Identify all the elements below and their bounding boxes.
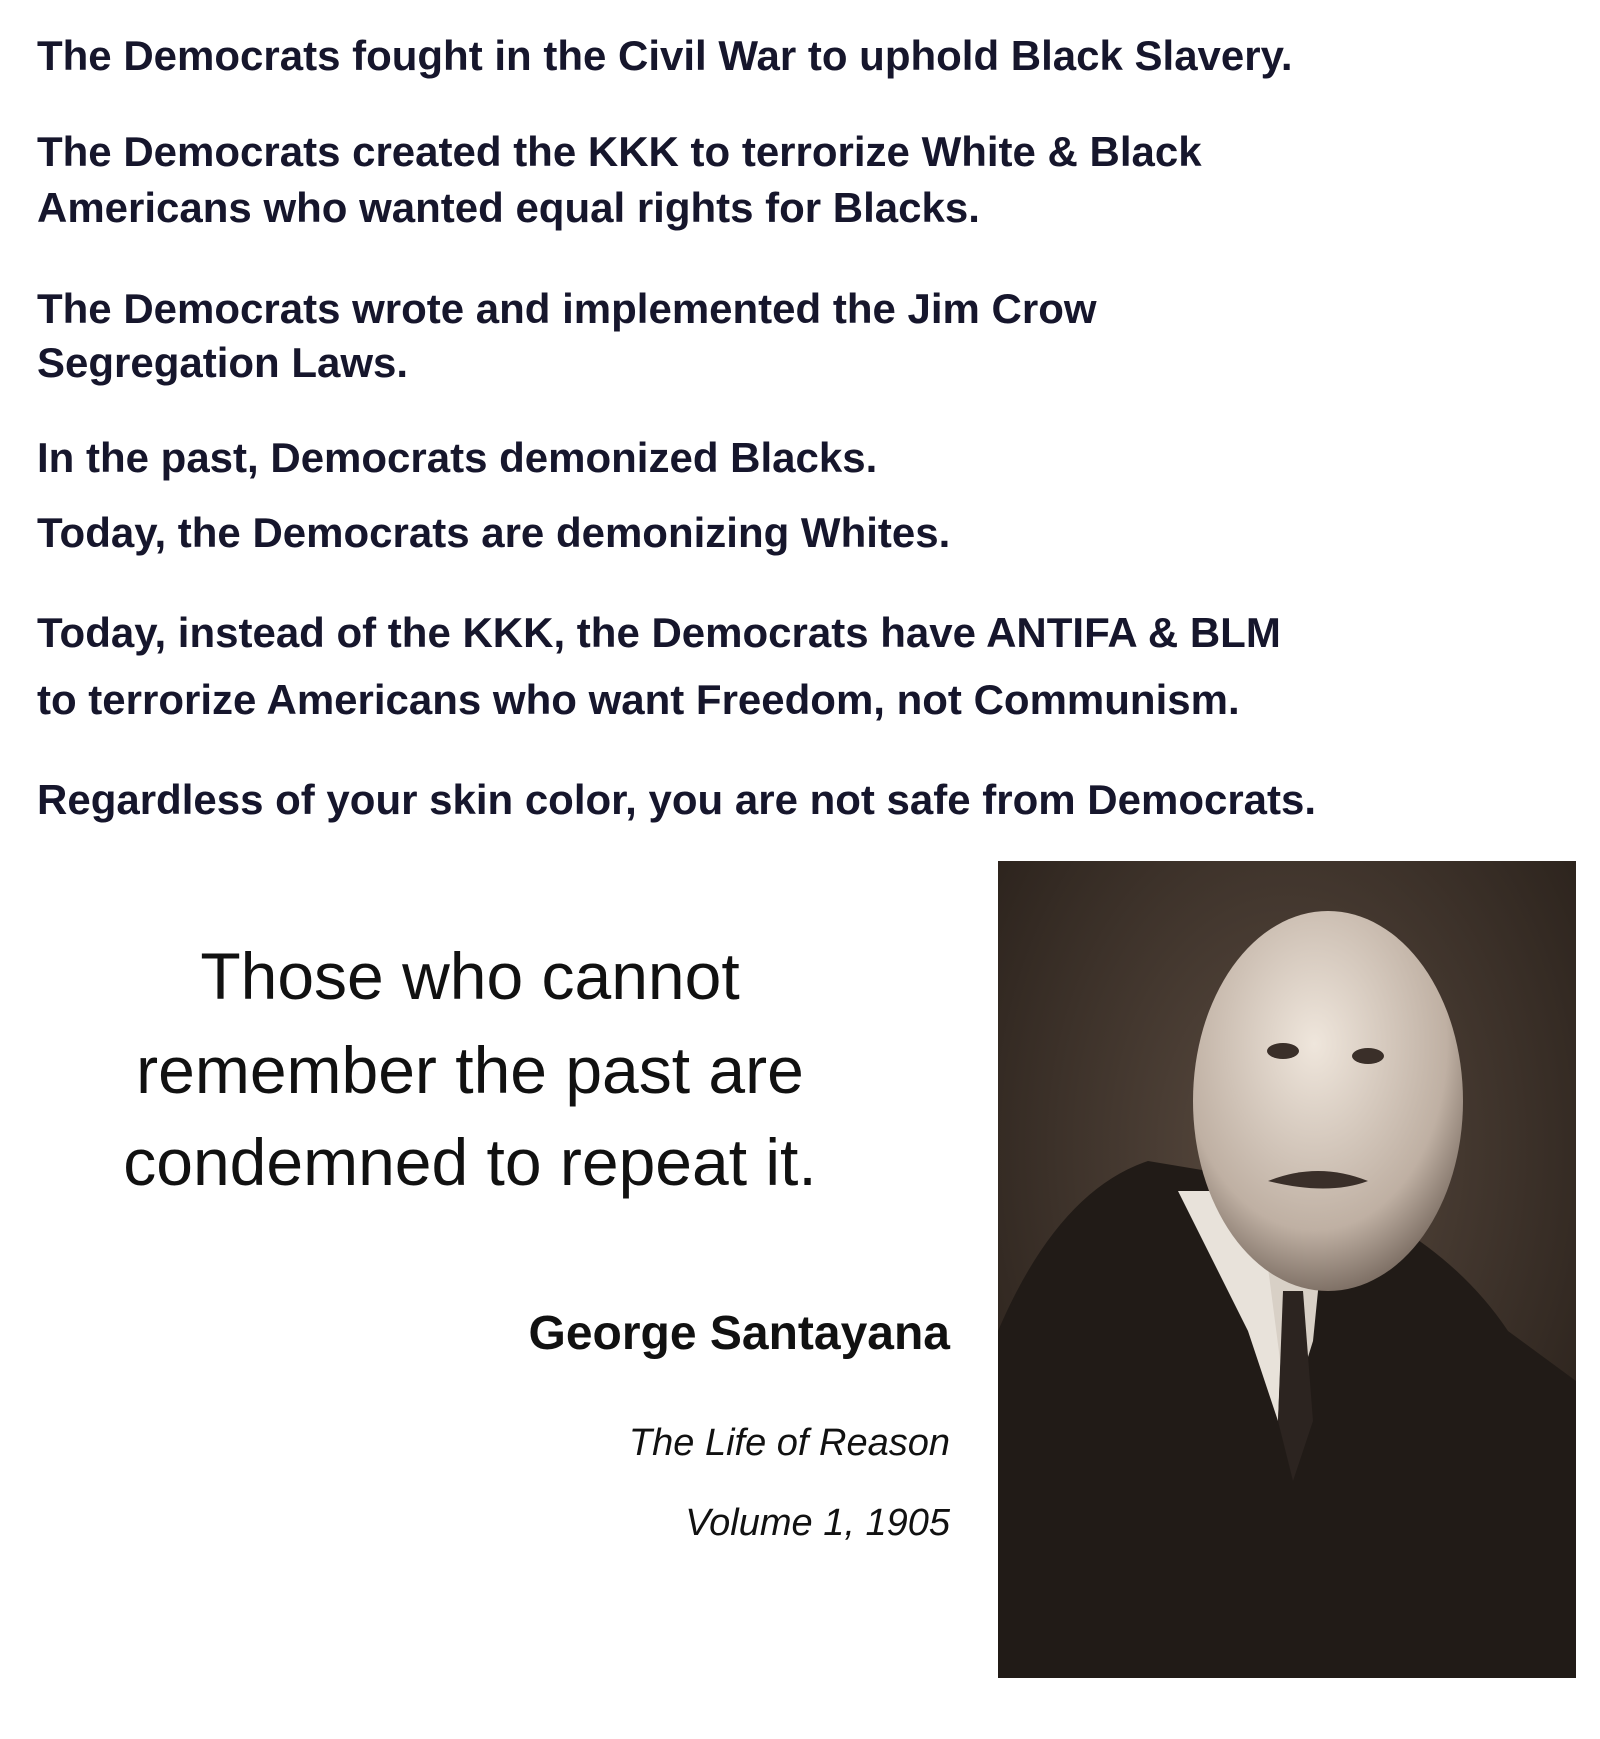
claim-text: The Democrats fought in the Civil War to uphold Black Slavery. (37, 32, 1293, 79)
quote-line: Those who cannot (200, 939, 740, 1013)
claim-text: Today, instead of the KKK, the Democrats have ANTIFA & BLM (37, 609, 1281, 656)
quote-line: condemned to repeat it. (123, 1125, 817, 1199)
claim-text: Americans who wanted equal rights for Blacks. (37, 184, 980, 231)
quote-line: remember the past are (136, 1033, 804, 1107)
claim-text: Segregation Laws. (37, 339, 409, 386)
claim-text: Regardless of your skin color, you are not safe from Democrats. (37, 776, 1317, 823)
claim-text: The Democrats created the KKK to terrorize White & Black (37, 128, 1202, 175)
quote-volume: Volume 1, 1905 (685, 1502, 950, 1544)
claim-text: In the past, Democrats demonized Blacks. (37, 434, 878, 481)
claim-text: to terrorize Americans who want Freedom, not Communism. (37, 676, 1240, 723)
claim-text: Today, the Democrats are demonizing Whites. (37, 509, 951, 556)
quote-source: The Life of Reason (628, 1422, 950, 1464)
claim-text: The Democrats wrote and implemented the Jim Crow (37, 285, 1097, 332)
portrait-photo (998, 861, 1576, 1678)
quote-author: George Santayana (528, 1307, 950, 1360)
